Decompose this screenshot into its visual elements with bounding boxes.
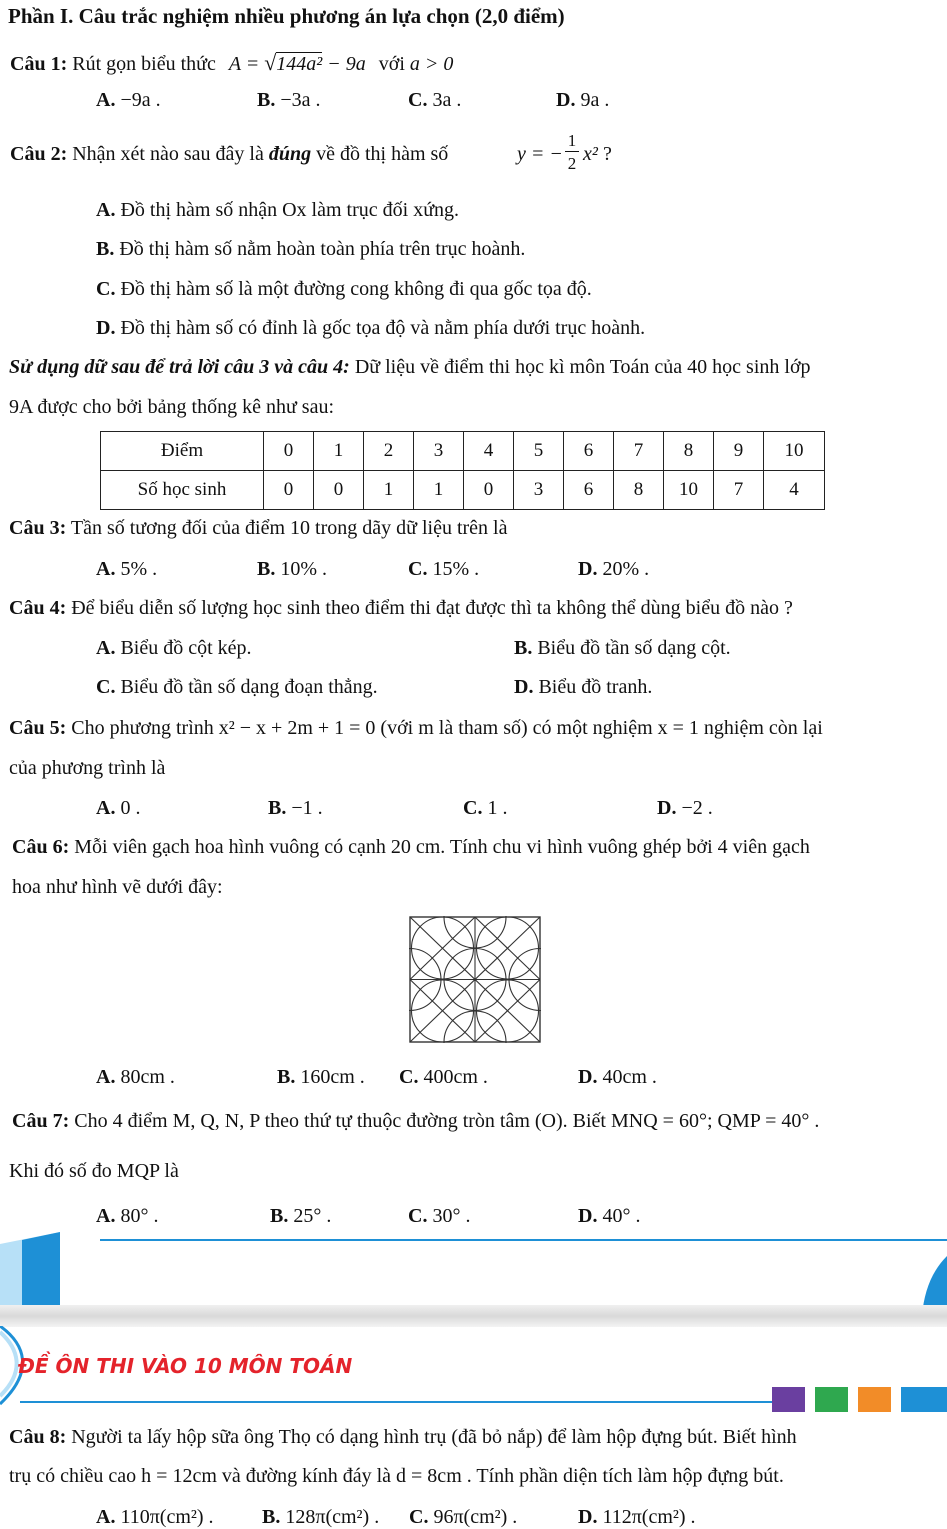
option-text: Đồ thị hàm số có đỉnh là gốc tọa độ và nằm phía dưới trục hoành. (120, 317, 646, 339)
option-text: 80cm . (120, 1066, 175, 1088)
tile-pattern (409, 916, 541, 1043)
table-cell: 3 (514, 471, 564, 510)
question-1 (10, 50, 453, 76)
table-cell: 2 (364, 432, 414, 471)
table-row-counts (101, 471, 825, 510)
option-text: Biểu đồ tần số dạng đoạn thẳng. (120, 676, 378, 698)
q6-label: Câu 6: (12, 836, 70, 858)
q5-option-b[interactable] (268, 797, 323, 820)
table-head-count: Số học sinh (101, 471, 264, 510)
option-text: 1 . (487, 797, 508, 819)
option-text: 9a . (580, 89, 610, 111)
option-text: Biểu đồ tranh. (538, 676, 653, 698)
option-label: A. (96, 637, 116, 659)
q2-text-b: về đồ thị hàm số (316, 143, 449, 165)
table-cell: 0 (464, 471, 514, 510)
option-label: B. (270, 1205, 289, 1227)
q1-expr-a: A = (228, 53, 265, 75)
table-cell: 1 (314, 432, 364, 471)
option-label: A. (96, 199, 116, 221)
option-label: C. (399, 1066, 419, 1088)
q4-text: Để biểu diễn số lượng học sinh theo điểm thi đạt được thì ta không thể dùng biểu đồ nào ? (71, 597, 793, 619)
option-text: Đồ thị hàm số nằm hoàn toàn phía trên trục hoành. (119, 238, 526, 260)
option-text: −3a . (280, 89, 321, 111)
intro-line1: Dữ liệu về điểm thi học kì môn Toán của 40 học sinh lớp (354, 356, 811, 378)
section-title: Phần I. Câu trắc nghiệm nhiều phương án lựa chọn (2,0 điểm) (8, 4, 565, 28)
option-label: C. (408, 1205, 428, 1227)
option-label: C. (408, 558, 428, 580)
option-label: B. (514, 637, 533, 659)
option-label: D. (657, 797, 677, 819)
q1-option-a[interactable] (96, 89, 161, 112)
option-text: 112π(cm²) . (602, 1506, 696, 1528)
header-rule (100, 1239, 947, 1241)
q6-line2: hoa như hình vẽ dưới đây: (12, 876, 223, 898)
q7-option-b[interactable] (270, 1205, 331, 1228)
q2-option-a[interactable] (96, 199, 459, 222)
fn-y: y = − (517, 143, 563, 165)
table-cell: 10 (764, 432, 825, 471)
q8-label: Câu 8: (9, 1426, 67, 1448)
option-label: B. (257, 558, 276, 580)
option-text: Biểu đồ cột kép. (120, 637, 252, 659)
option-text: 0 . (120, 797, 141, 819)
option-text: 25° . (293, 1205, 332, 1227)
sqrt-sign: √ (264, 50, 277, 75)
q2-text-a: Nhận xét nào sau đây là (72, 143, 264, 165)
table-cell: 0 (314, 471, 364, 510)
option-label: A. (96, 1066, 116, 1088)
table-cell: 1 (414, 471, 464, 510)
corner-decoration-left (0, 1232, 80, 1312)
table-cell: 10 (664, 471, 714, 510)
q8-line2: trụ có chiều cao h = 12cm và đường kính đáy là d = 8cm . Tính phần diện tích làm hộp đựng bút. (9, 1465, 784, 1487)
table-cell: 8 (614, 471, 664, 510)
banner-square-orange (858, 1387, 891, 1412)
q2-option-d[interactable] (96, 317, 645, 340)
q5-option-c[interactable] (463, 797, 507, 820)
q7-line2: Khi đó số đo MQP là (9, 1160, 179, 1182)
table-cell: 4 (764, 471, 825, 510)
q1-label: Câu 1: (10, 53, 68, 75)
q6-option-d[interactable] (578, 1066, 657, 1089)
option-text: 5% . (120, 558, 158, 580)
q5-line1: Cho phương trình x² − x + 2m + 1 = 0 (với m là tham số) có một nghiệm x = 1 nghiệm còn lại (71, 717, 823, 739)
q8-option-c[interactable] (409, 1506, 517, 1529)
q7-option-a[interactable] (96, 1205, 158, 1228)
option-text: 128π(cm²) . (285, 1506, 380, 1528)
option-label: A. (96, 797, 116, 819)
option-label: D. (514, 676, 534, 698)
q3-option-b[interactable] (257, 558, 327, 581)
q6-option-a[interactable] (96, 1066, 175, 1089)
option-label: A. (96, 1506, 116, 1528)
fn-numerator: 1 (565, 130, 579, 152)
q2-text-em: đúng (268, 143, 312, 165)
q6-option-c[interactable] (399, 1066, 488, 1089)
q1-text: Rút gọn biểu thức (72, 53, 216, 75)
q4-label: Câu 4: (9, 597, 67, 619)
option-text: Đồ thị hàm số là một đường cong không đi qua gốc tọa độ. (120, 278, 592, 300)
question-4 (9, 597, 793, 620)
option-label: B. (268, 797, 287, 819)
question-7 (12, 1110, 819, 1133)
option-label: C. (96, 278, 116, 300)
option-text: 400cm . (423, 1066, 488, 1088)
table-cell: 7 (714, 471, 764, 510)
q5-option-a[interactable] (96, 797, 140, 820)
option-label: B. (96, 238, 115, 260)
option-label: C. (463, 797, 483, 819)
q5-label: Câu 5: (9, 717, 67, 739)
option-text: 15% . (432, 558, 480, 580)
q8-option-d[interactable] (578, 1506, 696, 1529)
banner-square-purple (772, 1387, 805, 1412)
table-cell: 0 (264, 471, 314, 510)
option-label: D. (578, 558, 598, 580)
q7-option-c[interactable] (408, 1205, 470, 1228)
option-text: 3a . (432, 89, 462, 111)
option-text: 160cm . (300, 1066, 365, 1088)
table-head-score: Điểm (101, 432, 264, 471)
q1-expr-tail: − 9a (322, 53, 366, 75)
tile-figure (409, 916, 541, 1043)
q1-cond-pre: với (378, 53, 405, 75)
q4-option-d[interactable] (514, 676, 652, 699)
table-cell: 6 (564, 471, 614, 510)
q1-cond: a > 0 (409, 53, 454, 75)
q3-label: Câu 3: (9, 517, 67, 539)
q1-expr-sqrt: 144a² (276, 53, 323, 75)
option-text: 110π(cm²) . (120, 1506, 214, 1528)
option-text: 20% . (602, 558, 650, 580)
table-cell: 5 (514, 432, 564, 471)
q2-option-b[interactable] (96, 238, 525, 261)
option-text: 40° . (602, 1205, 641, 1227)
question-2 (10, 143, 448, 166)
intro-line2: 9A được cho bởi bảng thống kê như sau: (9, 396, 335, 418)
q8-option-b[interactable] (262, 1506, 379, 1529)
option-label: A. (96, 89, 116, 111)
q7-label: Câu 7: (12, 1110, 70, 1132)
option-text: −2 . (681, 797, 713, 819)
q1-option-d[interactable] (556, 89, 609, 112)
question-6 (12, 836, 810, 859)
option-label: A. (96, 1205, 116, 1227)
option-label: B. (262, 1506, 281, 1528)
q1-option-b[interactable] (257, 89, 321, 112)
table-cell: 9 (714, 432, 764, 471)
option-label: B. (257, 89, 276, 111)
q5-line2: của phương trình là (9, 757, 166, 779)
option-label: D. (578, 1506, 598, 1528)
option-label: C. (96, 676, 116, 698)
table-cell: 1 (364, 471, 414, 510)
q2-label: Câu 2: (10, 143, 68, 165)
q4-option-a[interactable] (96, 637, 252, 660)
table-cell: 8 (664, 432, 714, 471)
table-cell: 6 (564, 432, 614, 471)
option-label: D. (556, 89, 576, 111)
option-label: C. (409, 1506, 429, 1528)
q6-line1: Mỗi viên gạch hoa hình vuông có cạnh 20 cm. Tính chu vi hình vuông ghép bởi 4 viên gạch (74, 836, 810, 858)
intro-em: Sử dụng dữ sau để trả lời câu 3 và câu 4: (9, 356, 350, 378)
page-gap (0, 1305, 947, 1327)
fn-x: x² (583, 143, 598, 165)
banner-title: ĐỀ ÔN THI VÀO 10 MÔN TOÁN (18, 1354, 353, 1378)
q7-option-d[interactable] (578, 1205, 640, 1228)
table-cell: 4 (464, 432, 514, 471)
option-label: D. (578, 1066, 598, 1088)
q7-line1: Cho 4 điểm M, Q, N, P theo thứ tự thuộc đường tròn tâm (O). Biết MNQ = 60°; QMP = 40° . (74, 1110, 820, 1132)
option-label: D. (96, 317, 116, 339)
option-text: 40cm . (602, 1066, 657, 1088)
q3-text: Tần số tương đối của điểm 10 trong dãy dữ liệu trên là (70, 517, 508, 539)
option-text: Đồ thị hàm số nhận Ox làm trục đối xứng. (120, 199, 460, 221)
banner-square-green (815, 1387, 848, 1412)
option-text: 30° . (432, 1205, 471, 1227)
option-text: 96π(cm²) . (433, 1506, 518, 1528)
table-cell: 0 (264, 432, 314, 471)
q3-option-a[interactable] (96, 558, 157, 581)
intro-q3-q4 (9, 356, 811, 379)
q4-option-b[interactable] (514, 637, 731, 660)
option-text: Biểu đồ tần số dạng cột. (537, 637, 731, 659)
q5-option-d[interactable] (657, 797, 713, 820)
option-label: A. (96, 558, 116, 580)
table-row-scores (101, 432, 825, 471)
q1-option-c[interactable] (408, 89, 461, 112)
fn-denominator: 2 (567, 154, 577, 173)
option-text: −9a . (120, 89, 161, 111)
q8-line1: Người ta lấy hộp sữa ông Thọ có dạng hình trụ (đã bỏ nắp) để làm hộp đựng bút. Biết hình (71, 1426, 797, 1448)
option-label: B. (277, 1066, 296, 1088)
option-text: 10% . (280, 558, 328, 580)
q2-option-c[interactable] (96, 278, 592, 301)
option-label: D. (578, 1205, 598, 1227)
q4-option-c[interactable] (96, 676, 378, 699)
q3-option-c[interactable] (408, 558, 479, 581)
q8-option-a[interactable] (96, 1506, 214, 1529)
q6-option-b[interactable] (277, 1066, 365, 1089)
question-8 (9, 1426, 797, 1449)
option-text: 80° . (120, 1205, 159, 1227)
table-cell: 7 (614, 432, 664, 471)
q3-option-d[interactable] (578, 558, 649, 581)
table-cell: 3 (414, 432, 464, 471)
question-3 (9, 517, 507, 540)
question-5 (9, 717, 823, 740)
banner-underline (20, 1401, 780, 1403)
score-table (100, 431, 825, 510)
option-label: C. (408, 89, 428, 111)
banner-square-blue (901, 1387, 947, 1412)
fn-q: ? (603, 143, 612, 165)
option-text: −1 . (291, 797, 323, 819)
